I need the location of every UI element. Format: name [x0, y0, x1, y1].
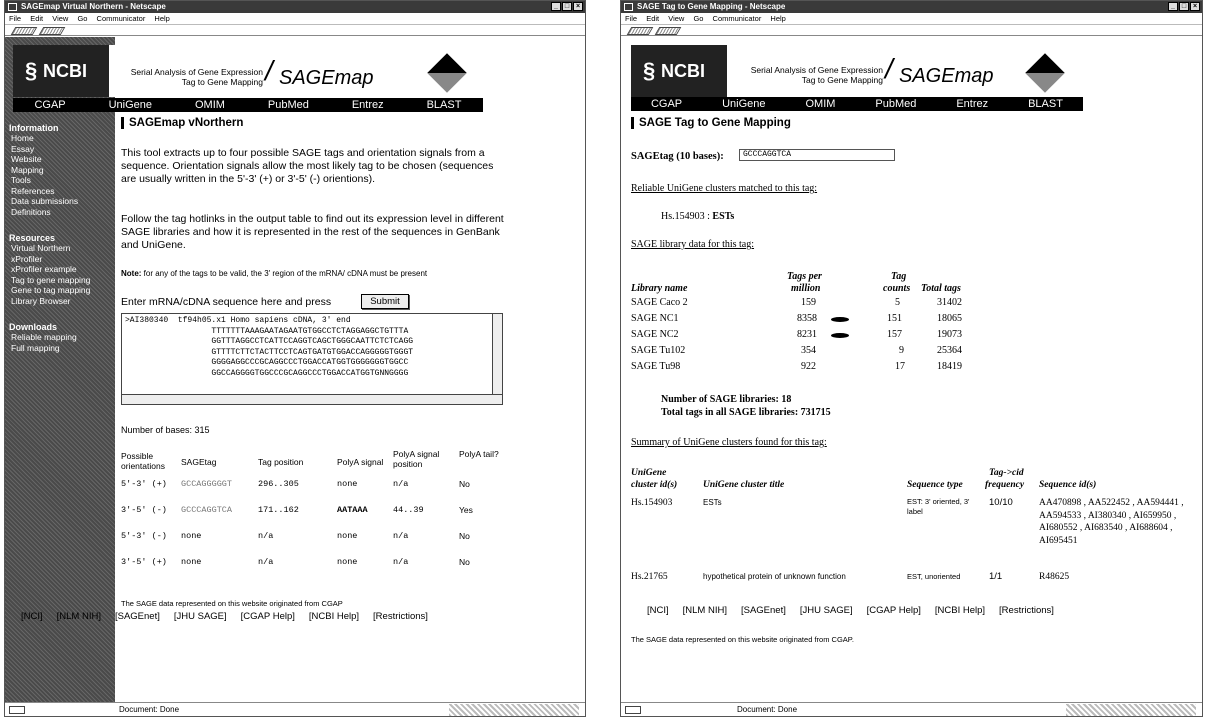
sagetag-input[interactable]: GCCCAGGTCA: [739, 149, 895, 161]
sagemap-brand[interactable]: SAGEmap: [899, 65, 994, 87]
nav-unigene[interactable]: UniGene: [722, 98, 766, 110]
library-name-link[interactable]: SAGE NC2: [631, 329, 679, 340]
status-text: Document: Done: [737, 705, 798, 714]
sidebar-item-mapping[interactable]: Mapping: [11, 164, 44, 175]
footer-sagenet[interactable]: [SAGEnet]: [114, 611, 160, 622]
left-statusbar: [5, 702, 585, 716]
menu-go[interactable]: Go: [77, 14, 88, 23]
sequence-prompt: Enter mRNA/cDNA sequence here and press: [121, 296, 332, 308]
intro-text: This tool extracts up to four possible SAGE tags and orientation signals from a sequence. Orientation signals allow the most likely tag to be chosen (sequences are usually written in the 5'-3' (+) or 3'-5' (-) orientions).: [121, 147, 494, 185]
th-polya-signal: PolyA signal: [337, 457, 384, 467]
submit-button[interactable]: Submit: [361, 294, 409, 309]
library-name-link[interactable]: SAGE Tu98: [631, 361, 681, 372]
th-cluster-ids: cluster id(s): [631, 480, 678, 490]
sequence-id-links[interactable]: AA470898 , AA522452 , AA594441 , AA594533 , AI380340 , AI659950 , AI680552 , AI683540 , AI688604 , AI695451: [1039, 498, 1184, 546]
left-menubar: [5, 13, 585, 25]
left-navbar: [13, 98, 483, 112]
th-sagetag: SAGEtag: [181, 457, 217, 467]
origin-note: The SAGE data represented on this website originated from CGAP: [121, 599, 343, 608]
total-tags: Total tags in all SAGE libraries: 731715: [661, 407, 831, 418]
table-row: 3'-5' (-): [121, 505, 167, 515]
th-polya-tail: PolyA tail?: [459, 449, 499, 459]
menu-go[interactable]: Go: [693, 14, 704, 23]
reliable-clusters-link[interactable]: Reliable UniGene clusters matched to this tag:: [631, 183, 818, 194]
menu-file[interactable]: File: [625, 14, 638, 23]
sequence-id-links[interactable]: R48625: [1039, 572, 1070, 582]
sequence-type: EST, unoriented: [907, 572, 961, 581]
sidebar-item-tag-to-gene[interactable]: Tag to gene mapping: [11, 274, 91, 285]
nav-blast[interactable]: BLAST: [1028, 98, 1063, 110]
left-titlebar: [5, 1, 585, 13]
cluster-link[interactable]: Hs.154903 :: [661, 211, 713, 222]
sidebar-section-downloads: Downloads: [9, 322, 58, 332]
nav-entrez[interactable]: Entrez: [956, 98, 989, 110]
sidebar-item-website[interactable]: Website: [11, 154, 42, 164]
th-tags-per: Tags per: [787, 271, 822, 282]
ncbi-logo[interactable]: § NCBI: [13, 45, 109, 97]
right-ncbi-banner: § NCBI Serial Analysis of Gene Expression Tag to Gene Mapping / SAGEmap: [631, 45, 1083, 97]
ncbi-logo[interactable]: § NCBI: [631, 45, 727, 97]
right-toolbar-strip[interactable]: [621, 26, 1202, 36]
table-row: 5'-3' (-): [121, 531, 167, 541]
sidebar-item-definitions[interactable]: Definitions: [11, 206, 51, 217]
nav-cgap[interactable]: CGAP: [34, 99, 66, 111]
sidebar-item-reliable-mapping[interactable]: Reliable mapping: [11, 332, 77, 342]
component-bar-icons[interactable]: [1066, 704, 1196, 716]
library-name-link[interactable]: SAGE Tu102: [631, 345, 686, 356]
footer-ncbi-help[interactable]: [NCBI Help]: [308, 611, 360, 622]
summary-table: [631, 465, 1191, 595]
sidebar-item-essay[interactable]: Essay: [11, 143, 35, 154]
footer-jhu-sage[interactable]: [JHU SAGE]: [799, 605, 853, 616]
menu-view[interactable]: View: [668, 14, 685, 23]
footer-nci[interactable]: [NCI]: [21, 611, 43, 622]
banner-subtitle: Serial Analysis of Gene Expression Tag to Gene Mapping: [750, 65, 883, 85]
footer-restrictions[interactable]: [Restrictions]: [373, 611, 428, 622]
textarea-vertical-scrollbar[interactable]: [492, 314, 502, 394]
footer-cgap-help[interactable]: [CGAP Help]: [866, 605, 921, 616]
menu-file[interactable]: File: [9, 14, 22, 23]
th-library-name: Library name: [631, 283, 688, 294]
menu-help[interactable]: Help: [770, 14, 786, 23]
netscape-app-icon: [624, 3, 633, 11]
reliable-cluster-entry: Hs.154903 : ESTs: [661, 211, 735, 222]
follow-text: Follow the tag hotlinks in the output table to find out its expression level in different SAGE libraries and how it is represented in the rest of the sequences in GenBank and UniGene.: [121, 213, 504, 251]
right-navbar: [631, 97, 1083, 111]
high-expression-arrow-icon: [831, 333, 849, 338]
sidebar-section-information: Information: [9, 123, 59, 133]
th-frequency: frequency: [985, 480, 1025, 490]
nav-entrez[interactable]: Entrez: [351, 99, 384, 111]
cluster-id-link[interactable]: Hs.21765: [631, 572, 668, 582]
sidebar-item-home[interactable]: Home: [11, 133, 34, 143]
right-browser-window: [620, 0, 1203, 717]
left-ncbi-banner: § NCBI Serial Analysis of Gene Expression Tag to Gene Mapping / SAGEmap: [13, 45, 483, 97]
menu-help[interactable]: Help: [154, 14, 170, 23]
sidebar-item-xprofiler-example[interactable]: xProfiler example: [11, 264, 77, 274]
footer-restrictions[interactable]: [Restrictions]: [999, 605, 1054, 616]
nav-cgap[interactable]: CGAP: [650, 98, 683, 110]
th-tag-position: Tag position: [258, 457, 304, 467]
status-text: Document: Done: [119, 705, 180, 714]
left-window-title: SAGEmap Virtual Northern - Netscape: [21, 2, 166, 11]
note-text: Note: for any of the tags to be valid, the 3' region of the mRNA/ cDNA must be present: [121, 269, 428, 278]
sequence-type: EST: 3' oriented, 3' label: [907, 497, 970, 516]
sidebar-item-references[interactable]: References: [11, 185, 55, 196]
menu-view[interactable]: View: [52, 14, 69, 23]
close-button[interactable]: ×: [573, 2, 583, 11]
nav-pubmed[interactable]: PubMed: [267, 99, 309, 111]
th-cluster-title: UniGene cluster title: [703, 480, 785, 490]
security-lock-icon[interactable]: [9, 706, 25, 714]
th-total-tags: Total tags: [921, 283, 961, 294]
banner-subtitle: Serial Analysis of Gene Expression Tag to Gene Mapping: [130, 67, 263, 87]
component-bar-icons[interactable]: [449, 704, 579, 716]
th-tag: Tag: [891, 271, 907, 282]
sidebar-item-library-browser[interactable]: Library Browser: [11, 295, 71, 306]
th-unigene: UniGene: [631, 468, 667, 478]
sagetag-link[interactable]: GCCCAGGTCA: [181, 505, 233, 515]
high-expression-arrow-icon: [831, 317, 849, 322]
orientation-table: Possible orientations SAGEtag Tag position PolyA signal PolyA signal position PolyA tail? 5'-3' (+) GCCAGGGGGT 296..305 none n/a No 3'-5' (-) GCCCAGGTCA 171..162 AATAAA 44..39 Yes 5'-3' (-) none n/a none n/a No 3'-5' (+) none n/a none n/a No: [121, 449, 499, 567]
th-tag-cid: Tag->cid: [989, 468, 1024, 478]
security-lock-icon[interactable]: [625, 706, 641, 714]
nav-pubmed[interactable]: PubMed: [875, 98, 917, 110]
library-name-link[interactable]: SAGE Caco 2: [631, 297, 688, 308]
footer-nci[interactable]: [NCI]: [647, 605, 669, 616]
sidebar-item-tools[interactable]: Tools: [11, 175, 31, 185]
menu-communicator[interactable]: Communicator: [96, 14, 146, 23]
footer-sagenet[interactable]: [SAGEnet]: [740, 605, 786, 616]
minimize-button[interactable]: _: [1168, 2, 1178, 11]
library-count: Number of SAGE libraries: 18: [661, 394, 792, 405]
tag-frequency: 1/1: [989, 571, 1003, 582]
cluster-title: hypothetical protein of unknown function: [703, 572, 846, 581]
menu-edit[interactable]: Edit: [646, 14, 660, 23]
th-polya-position: PolyA signal position: [393, 449, 440, 469]
left-toolbar-strip[interactable]: [5, 26, 585, 36]
left-browser-window: [4, 0, 586, 717]
sequence-textarea[interactable]: >AI380340 tf94h05.x1 Homo sapiens cDNA, 3' end TTTTTTTAAAGAATAGAATGTGGCCTCTAGGAGGCTGTTTA GGTTTAGGCCTCATTCCAGGTCAGCTGGGCAATTCTCTCAGG GTTTTCTTCTACTTCCTCAGTGATGTGGACCAGGGGGTGGGT GGGGAGGCCCGCAGGCCCTGGACCATGGTGGGGGGGTGGCC GGCCAGGGGTGGCCCGCAGGCCCTGGACCATGGTGNNGGGG: [121, 313, 503, 405]
sagemap-diamond-logo: [1025, 53, 1065, 93]
nav-blast[interactable]: BLAST: [426, 99, 462, 111]
textarea-horizontal-scrollbar[interactable]: [122, 394, 502, 404]
right-footer-links: [647, 605, 1068, 616]
sidebar-item-virtual-northern[interactable]: Virtual Northern: [11, 243, 71, 253]
sidebar-section-resources: Resources: [9, 233, 56, 243]
maximize-button[interactable]: □: [1179, 2, 1189, 11]
sidebar-item-xprofiler[interactable]: xProfiler: [11, 253, 43, 264]
th-sequence-ids: Sequence id(s): [1039, 480, 1097, 490]
maximize-button[interactable]: □: [562, 2, 572, 11]
footer-ncbi-help[interactable]: [NCBI Help]: [934, 605, 986, 616]
th-million: million: [791, 283, 821, 294]
library-data-link[interactable]: SAGE library data for this tag:: [631, 239, 755, 250]
right-window-title: SAGE Tag to Gene Mapping - Netscape: [637, 2, 786, 11]
page-title: SAGEmap vNorthern: [121, 117, 243, 129]
footer-nlm-nih[interactable]: [NLM NIH]: [682, 605, 727, 616]
page-title: SAGE Tag to Gene Mapping: [631, 117, 791, 129]
footer-nlm-nih[interactable]: [NLM NIH]: [56, 611, 101, 622]
right-titlebar: [621, 1, 1202, 13]
sagetag-label: SAGEtag (10 bases):: [631, 151, 724, 162]
minimize-button[interactable]: _: [551, 2, 561, 11]
library-table: Library name Tags per million Tag counts Total tags SAGE Caco 2 159 5 31402 SAGE NC1 8358 151 18065 SAGE NC2 8231 157 19073 SAGE Tu102 354 9 25364 SAGE Tu98 922 17 18419: [631, 271, 962, 372]
th-counts: counts: [883, 283, 911, 294]
sagemap-brand[interactable]: SAGEmap: [279, 67, 374, 89]
left-footer-links: [21, 611, 442, 622]
cluster-title: ESTs: [703, 498, 722, 507]
right-statusbar: [621, 702, 1202, 716]
footer-jhu-sage[interactable]: [JHU SAGE]: [173, 611, 227, 622]
left-sidebar: [5, 37, 115, 704]
origin-note: The SAGE data represented on this website originated from CGAP.: [631, 635, 854, 644]
nav-omim[interactable]: OMIM: [194, 99, 225, 111]
base-count: Number of bases: 315: [121, 425, 210, 435]
sagetag-link[interactable]: GCCAGGGGGT: [181, 479, 233, 489]
close-button[interactable]: ×: [1190, 2, 1200, 11]
right-menubar: [621, 13, 1202, 25]
table-row: 5'-3' (+): [121, 479, 167, 489]
menu-communicator[interactable]: Communicator: [712, 14, 762, 23]
tag-frequency: 10/10: [989, 497, 1013, 508]
library-name-link[interactable]: SAGE NC1: [631, 313, 679, 324]
menu-edit[interactable]: Edit: [30, 14, 44, 23]
nav-unigene[interactable]: UniGene: [108, 99, 153, 111]
sidebar-item-gene-to-tag[interactable]: Gene to tag mapping: [11, 285, 91, 295]
th-orientations: Possible orientations: [121, 451, 165, 471]
sidebar-item-data-submissions[interactable]: Data submissions: [11, 196, 79, 206]
nav-omim[interactable]: OMIM: [805, 98, 836, 110]
sidebar-item-full-mapping[interactable]: Full mapping: [11, 342, 60, 353]
cluster-id-link[interactable]: Hs.154903: [631, 498, 673, 508]
sagemap-diamond-logo: [427, 53, 467, 93]
netscape-app-icon: [8, 3, 17, 11]
th-sequence-type: Sequence type: [907, 480, 963, 490]
table-row: 3'-5' (+): [121, 557, 167, 567]
footer-cgap-help[interactable]: [CGAP Help]: [240, 611, 295, 622]
summary-clusters-link[interactable]: Summary of UniGene clusters found for this tag:: [631, 437, 827, 448]
